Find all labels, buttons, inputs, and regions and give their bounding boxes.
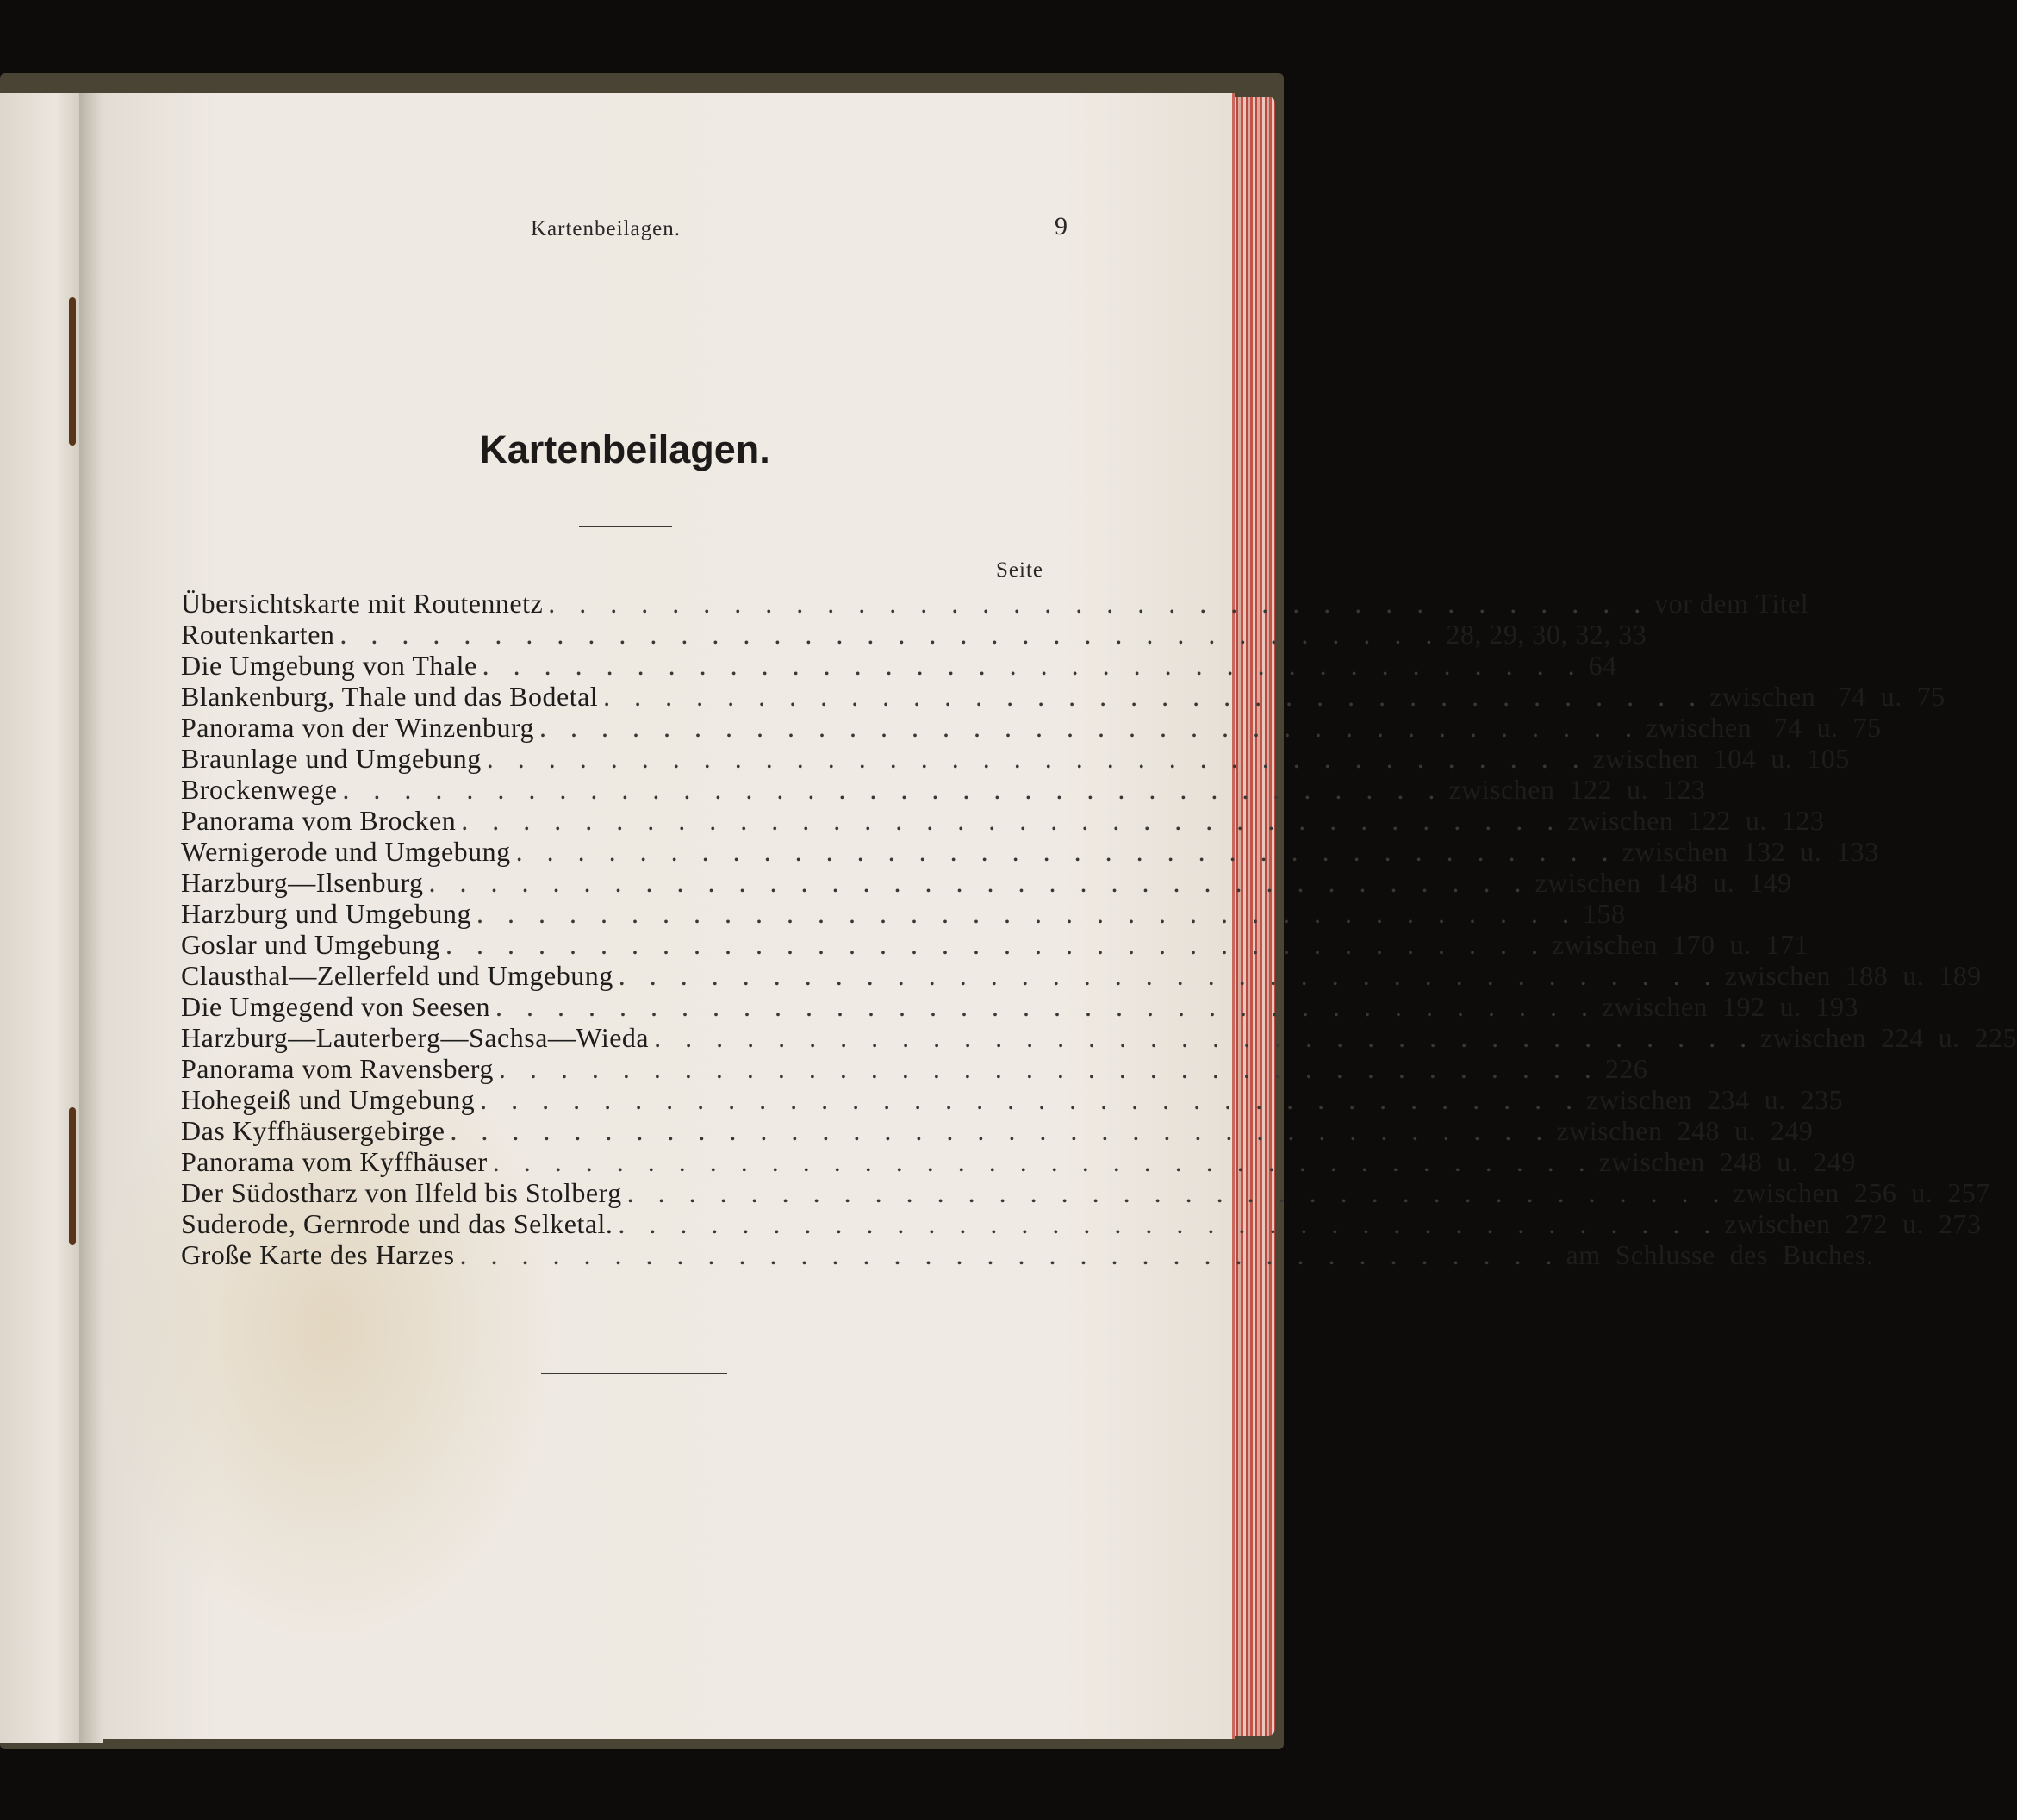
toc-entry-title: Brockenwege: [181, 774, 338, 805]
toc-entry-page-ref: zwischen 256 u. 257: [1733, 1177, 1990, 1208]
toc-entry-page-ref: zwischen 104 u. 105: [1592, 743, 1850, 774]
dot-leader: . . . . . . . . . . . . . . . . . . . . . . . . . . . . . . . . . . . .: [428, 867, 1530, 898]
toc-entry-title: Übersichtskarte mit Routennetz: [181, 588, 544, 619]
toc-entry: [181, 1022, 2017, 1053]
binding-thread-bottom: [69, 1107, 76, 1245]
dot-leader: . . . . . . . . . . . . . . . . . . . . . . . . . . . . . . . . . . . .: [339, 619, 1441, 650]
title-rule: [579, 526, 672, 527]
toc-entry-page-ref: zwischen 122 u. 123: [1567, 805, 1825, 836]
dot-leader: . . . . . . . . . . . . . . . . . . . . . . . . . . . . . . . . . . . .: [459, 1239, 1561, 1270]
toc-entry: [181, 1115, 1814, 1146]
toc-entry-page-ref: zwischen 224 u. 225: [1760, 1022, 2017, 1053]
binding-thread-top: [69, 297, 76, 446]
toc-entry: [181, 681, 1945, 712]
toc-entry: [181, 960, 1982, 991]
dot-leader: . . . . . . . . . . . . . . . . . . . . . . . . . . . . . . . . . . . .: [603, 681, 1705, 712]
toc-entry-page-ref: zwischen 148 u. 149: [1535, 867, 1792, 898]
dot-leader: . . . . . . . . . . . . . . . . . . . . . . . . . . . . . . . . . . . .: [495, 991, 1597, 1022]
toc-entry-title: Die Umgegend von Seesen: [181, 991, 490, 1022]
toc-entry: [181, 1146, 1856, 1177]
toc-entry-title: Die Umgebung von Thale: [181, 650, 477, 681]
toc-entry-page-ref: zwischen 192 u. 193: [1601, 991, 1859, 1022]
toc-entry-title: Goslar und Umgebung: [181, 929, 441, 960]
dot-leader: . . . . . . . . . . . . . . . . . . . . . . . . . . . . . . . . . . . .: [539, 712, 1641, 743]
dot-leader: . . . . . . . . . . . . . . . . . . . . . . . . . . . . . . . . . . . .: [618, 1208, 1720, 1239]
toc-entry-title: Wernigerode und Umgebung: [181, 836, 511, 867]
toc-entry: [181, 588, 1809, 619]
toc-entry-title: Harzburg—Lauterberg—Sachsa—Wieda: [181, 1022, 650, 1053]
dot-leader: . . . . . . . . . . . . . . . . . . . . . . . . . . . . . . . . . . . .: [498, 1053, 1600, 1084]
dot-leader: . . . . . . . . . . . . . . . . . . . . . . . . . . . . . . . . . . . .: [486, 743, 1588, 774]
toc-entry-page-ref: zwischen 272 u. 273: [1724, 1208, 1982, 1239]
toc-entry-page-ref: zwischen 248 u. 249: [1556, 1115, 1814, 1146]
dot-leader: . . . . . . . . . . . . . . . . . . . . . . . . . . . . . . . . . . . .: [618, 960, 1720, 991]
toc-entry: [181, 774, 1706, 805]
toc-entry-title: Braunlage und Umgebung: [181, 743, 482, 774]
left-page: [0, 93, 79, 1743]
toc-entry: [181, 712, 1882, 743]
toc-entry: [181, 836, 1879, 867]
dot-leader: . . . . . . . . . . . . . . . . . . . . . . . . . . . . . . . . . . . .: [515, 836, 1617, 867]
toc-entry: [181, 1084, 1844, 1115]
dot-leader: . . . . . . . . . . . . . . . . . . . . . . . . . . . . . . . . . . . .: [548, 588, 1650, 619]
toc-entry-title: Panorama vom Ravensberg: [181, 1053, 494, 1084]
dot-leader: . . . . . . . . . . . . . . . . . . . . . . . . . . . . . . . . . . . .: [476, 898, 1578, 929]
toc-entry: [181, 867, 1792, 898]
toc-entry-title: Panorama vom Brocken: [181, 805, 457, 836]
dot-leader: . . . . . . . . . . . . . . . . . . . . . . . . . . . . . . . . . . . .: [480, 1084, 1582, 1115]
toc-entry: [181, 1177, 1990, 1208]
toc-entry-page-ref: zwischen 170 u. 171: [1552, 929, 1809, 960]
toc-entry-page-ref: zwischen 248 u. 249: [1598, 1146, 1856, 1177]
toc-entry-title: Harzburg und Umgebung: [181, 898, 471, 929]
toc-entry-page-ref: zwischen 188 u. 189: [1724, 960, 1982, 991]
dot-leader: . . . . . . . . . . . . . . . . . . . . . . . . . . . . . . . . . . . .: [342, 774, 1444, 805]
toc-entry-title: Panorama vom Kyffhäuser: [181, 1146, 488, 1177]
toc-entry-title: Clausthal—Zellerfeld und Umgebung: [181, 960, 613, 991]
toc-entry-title: Hohegeiß und Umgebung: [181, 1084, 476, 1115]
dot-leader: . . . . . . . . . . . . . . . . . . . . . . . . . . . . . . . . . . . .: [450, 1115, 1552, 1146]
column-header-seite: Seite: [996, 558, 1043, 582]
toc-entry-title: Das Kyffhäusergebirge: [181, 1115, 445, 1146]
table-of-maps: [181, 588, 2017, 1270]
page-number: 9: [1055, 212, 1068, 240]
toc-entry-page-ref: am Schlusse des Buches.: [1566, 1239, 1874, 1270]
toc-entry-page-ref: zwischen 132 u. 133: [1622, 836, 1879, 867]
toc-entry-title: Routenkarten: [181, 619, 335, 650]
toc-entry-page-ref: zwischen 234 u. 235: [1586, 1084, 1844, 1115]
page-gutter: [79, 93, 103, 1743]
toc-entry-page-ref: 28, 29, 30, 32, 33: [1446, 619, 1647, 650]
page-title: Kartenbeilagen.: [479, 427, 770, 471]
toc-entry-page-ref: zwischen 122 u. 123: [1448, 774, 1706, 805]
toc-entry-title: Der Südostharz von Ilfeld bis Stolberg: [181, 1177, 622, 1208]
toc-entry: [181, 1239, 1874, 1270]
toc-entry-title: Suderode, Gernrode und das Selketal.: [181, 1208, 613, 1239]
closing-rule: [541, 1373, 727, 1374]
dot-leader: . . . . . . . . . . . . . . . . . . . . . . . . . . . . . . . . . . . .: [482, 650, 1584, 681]
toc-entry-page-ref: 226: [1604, 1053, 1648, 1084]
toc-entry: [181, 1208, 1982, 1239]
toc-entry-title: Blankenburg, Thale und das Bodetal: [181, 681, 599, 712]
toc-entry: [181, 650, 1617, 681]
toc-entry-page-ref: 64: [1588, 650, 1617, 681]
toc-entry: [181, 743, 1850, 774]
toc-entry-page-ref: vor dem Titel: [1654, 588, 1809, 619]
toc-entry-title: Harzburg—Ilsenburg: [181, 867, 424, 898]
toc-entry: [181, 805, 1825, 836]
toc-entry-title: Große Karte des Harzes: [181, 1239, 455, 1270]
toc-entry-title: Panorama von der Winzenburg: [181, 712, 535, 743]
toc-entry-page-ref: 158: [1582, 898, 1626, 929]
toc-entry: [181, 929, 1809, 960]
dot-leader: . . . . . . . . . . . . . . . . . . . . . . . . . . . . . . . . . . . .: [654, 1022, 1756, 1053]
toc-entry-page-ref: zwischen 74 u. 75: [1646, 712, 1882, 743]
dot-leader: . . . . . . . . . . . . . . . . . . . . . . . . . . . . . . . . . . . .: [461, 805, 1563, 836]
running-head-title: Kartenbeilagen.: [531, 217, 681, 240]
toc-entry: [181, 1053, 1648, 1084]
dot-leader: . . . . . . . . . . . . . . . . . . . . . . . . . . . . . . . . . . . .: [445, 929, 1547, 960]
toc-entry: [181, 619, 1647, 650]
toc-entry-page-ref: zwischen 74 u. 75: [1709, 681, 1945, 712]
toc-entry: [181, 991, 1859, 1022]
toc-entry: [181, 898, 1626, 929]
dot-leader: . . . . . . . . . . . . . . . . . . . . . . . . . . . . . . . . . . . .: [626, 1177, 1728, 1208]
dot-leader: . . . . . . . . . . . . . . . . . . . . . . . . . . . . . . . . . . . .: [492, 1146, 1594, 1177]
